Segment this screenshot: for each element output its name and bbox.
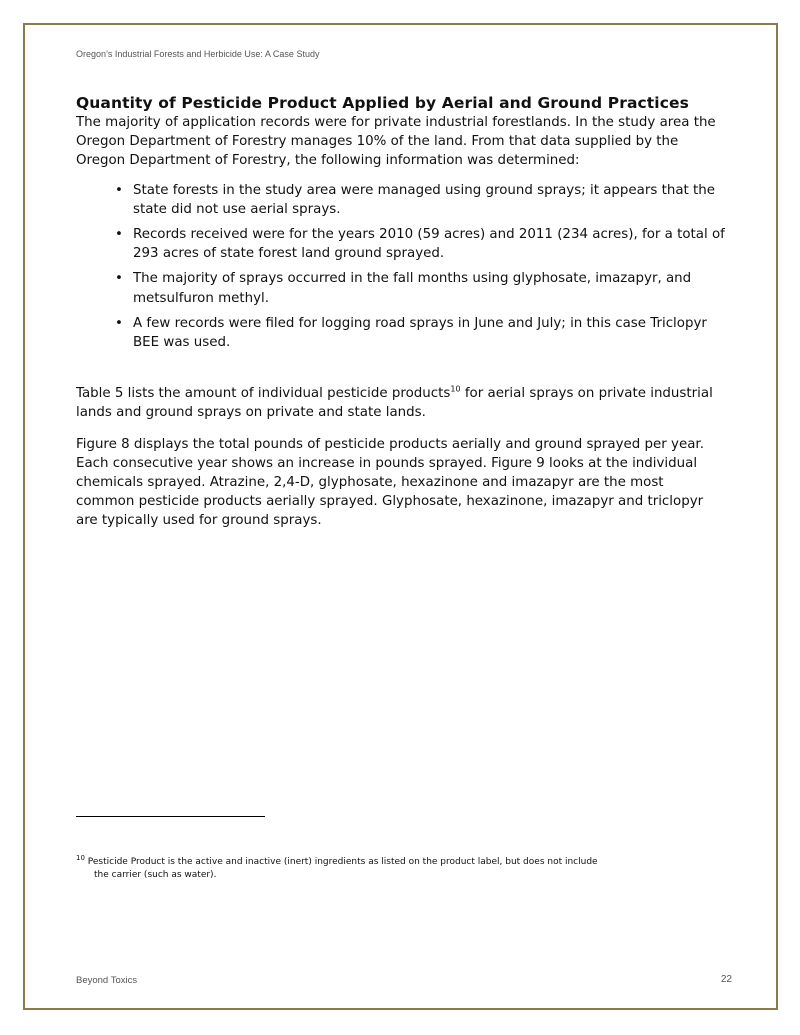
footnote-text-cont: the carrier (such as water). bbox=[94, 869, 217, 880]
footer-publisher: Beyond Toxics bbox=[76, 975, 138, 986]
main-content bbox=[76, 94, 726, 531]
table-reference-paragraph bbox=[76, 384, 726, 422]
footnote-divider bbox=[76, 816, 265, 817]
table-reference-text-cont: for aerial sprays on private industrial lands and ground sprays on private and state lands. bbox=[76, 386, 713, 421]
list-item: • State forests in the study area were managed using ground sprays; it appears that the state did not use aerial sprays. bbox=[133, 181, 726, 219]
footnote bbox=[76, 856, 716, 881]
list-item: • Records received were for the years 2010 (59 acres) and 2011 (234 acres), for a total of 293 acres of state forest land ground sprayed. bbox=[133, 225, 726, 263]
running-header: Oregon’s Industrial Forests and Herbicide Use: A Case Study bbox=[76, 49, 320, 59]
intro-paragraph: The majority of application records were for private industrial forestlands. In the study area the Oregon Department of Forestry manages 10% of the land. From that data supplied by the Oregon Department of Forestry, the following information was determined: bbox=[76, 115, 716, 169]
section-heading: Quantity of Pesticide Product Applied by Aerial and Ground Practices bbox=[76, 94, 689, 112]
footnote-reference[interactable]: 10 bbox=[450, 384, 461, 394]
list-item: • The majority of sprays occurred in the fall months using glyphosate, imazapyr, and metsulfuron methyl. bbox=[133, 269, 726, 307]
findings-list bbox=[76, 181, 726, 353]
footnote-text: Pesticide Product is the active and inactive (inert) ingredients as listed on the product label, but does not include bbox=[84, 857, 598, 867]
page-number: 22 bbox=[720, 974, 732, 985]
table-reference-text: Table 5 lists the amount of individual pesticide products bbox=[76, 386, 451, 402]
list-item: • A few records were filed for logging road sprays in June and July; in this case Triclopyr BEE was used. bbox=[133, 314, 726, 352]
figures-paragraph: Figure 8 displays the total pounds of pesticide products aerially and ground sprayed per year. Each consecutive year shows an increase in pounds sprayed. Figure 9 looks at the individual chemicals sprayed. Atrazine, 2,4-D, glyphosate, hexazinone and imazapyr are the most common pesticide products aerially sprayed. Glyphosate, hexazinone, imazapyr and triclopyr are typically used for ground sprays. bbox=[76, 436, 704, 529]
footnote-number: 10 bbox=[76, 854, 85, 862]
